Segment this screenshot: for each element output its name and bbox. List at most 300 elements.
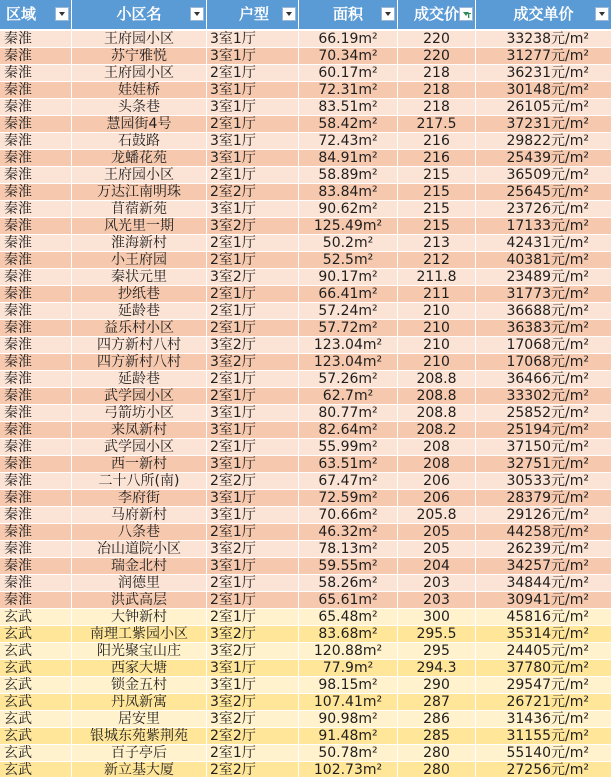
community-cell[interactable]: 李府街	[72, 490, 207, 506]
layout-cell[interactable]: 2室1厅	[207, 592, 299, 608]
community-cell[interactable]: 弓箭坊小区	[72, 405, 207, 421]
layout-cell[interactable]: 2室1厅	[207, 320, 299, 336]
price-cell[interactable]: 294.3	[398, 660, 476, 676]
district-cell[interactable]: 秦淮	[0, 439, 72, 455]
district-cell[interactable]: 秦淮	[0, 337, 72, 353]
district-cell[interactable]: 秦淮	[0, 388, 72, 404]
price-cell[interactable]: 212	[398, 252, 476, 268]
table-row[interactable]	[0, 405, 611, 422]
unit-price-cell[interactable]: 33238元/m²	[506, 31, 589, 47]
price-cell[interactable]: 203	[398, 575, 476, 591]
area-cell[interactable]: 63.51m²	[299, 456, 398, 472]
unit-price-cell[interactable]: 31773元/m²	[506, 286, 589, 302]
district-cell[interactable]: 秦淮	[0, 405, 72, 421]
layout-cell[interactable]: 3室2厅	[207, 711, 299, 727]
district-cell[interactable]: 秦淮	[0, 541, 72, 557]
unit-price-cell[interactable]: 29126元/m²	[506, 507, 589, 523]
unit-price-cell[interactable]: 25852元/m²	[506, 405, 589, 421]
table-row[interactable]	[0, 150, 611, 167]
area-cell[interactable]: 90.98m²	[299, 711, 398, 727]
community-cell[interactable]: 头条巷	[72, 99, 207, 115]
price-cell[interactable]: 211	[398, 286, 476, 302]
table-row[interactable]	[0, 558, 611, 575]
layout-cell[interactable]: 2室2厅	[207, 762, 299, 777]
price-cell[interactable]: 295	[398, 643, 476, 659]
unit-price-cell[interactable]: 24405元/m²	[506, 643, 589, 659]
area-cell[interactable]: 62.7m²	[299, 388, 398, 404]
district-cell[interactable]: 秦淮	[0, 524, 72, 540]
unit-price-cell[interactable]: 35314元/m²	[506, 626, 589, 642]
community-cell[interactable]: 丹凤新寓	[72, 694, 207, 710]
area-cell[interactable]: 78.13m²	[299, 541, 398, 557]
price-cell[interactable]: 208	[398, 439, 476, 455]
community-cell[interactable]: 苏宁雅悦	[72, 48, 207, 64]
table-row[interactable]	[0, 456, 611, 473]
area-cell[interactable]: 83.68m²	[299, 626, 398, 642]
unit-price-cell[interactable]: 44258元/m²	[506, 524, 589, 540]
table-row[interactable]	[0, 235, 611, 252]
community-cell[interactable]: 武学园小区	[72, 388, 207, 404]
district-cell[interactable]: 秦淮	[0, 592, 72, 608]
district-cell[interactable]: 秦淮	[0, 235, 72, 251]
table-row[interactable]	[0, 745, 611, 762]
area-cell[interactable]: 50.78m²	[299, 745, 398, 761]
filter-sort-active-icon[interactable]: T	[459, 7, 473, 21]
table-row[interactable]	[0, 65, 611, 82]
district-cell[interactable]: 玄武	[0, 694, 72, 710]
header-price[interactable]	[398, 0, 476, 29]
table-row[interactable]	[0, 48, 611, 65]
table-row[interactable]	[0, 99, 611, 116]
unit-price-cell[interactable]: 33302元/m²	[506, 388, 589, 404]
district-cell[interactable]: 秦淮	[0, 167, 72, 183]
layout-cell[interactable]: 3室1厅	[207, 82, 299, 98]
area-cell[interactable]: 58.42m²	[299, 116, 398, 132]
community-cell[interactable]: 百子亭后	[72, 745, 207, 761]
area-cell[interactable]: 46.32m²	[299, 524, 398, 540]
price-cell[interactable]: 210	[398, 303, 476, 319]
area-cell[interactable]: 55.99m²	[299, 439, 398, 455]
price-cell[interactable]: 210	[398, 337, 476, 353]
district-cell[interactable]: 秦淮	[0, 150, 72, 166]
price-cell[interactable]: 215	[398, 167, 476, 183]
unit-price-cell[interactable]: 36466元/m²	[506, 371, 589, 387]
area-cell[interactable]: 90.17m²	[299, 269, 398, 285]
district-cell[interactable]: 秦淮	[0, 65, 72, 81]
price-cell[interactable]: 217.5	[398, 116, 476, 132]
layout-cell[interactable]: 2室1厅	[207, 745, 299, 761]
layout-cell[interactable]: 3室1厅	[207, 150, 299, 166]
district-cell[interactable]: 秦淮	[0, 82, 72, 98]
layout-cell[interactable]: 2室1厅	[207, 303, 299, 319]
area-cell[interactable]: 84.91m²	[299, 150, 398, 166]
table-row[interactable]	[0, 116, 611, 133]
table-row[interactable]	[0, 354, 611, 371]
community-cell[interactable]: 阳光聚宝山庄	[72, 643, 207, 659]
price-cell[interactable]: 300	[398, 609, 476, 625]
price-cell[interactable]: 216	[398, 150, 476, 166]
area-cell[interactable]: 57.26m²	[299, 371, 398, 387]
area-cell[interactable]: 107.41m²	[299, 694, 398, 710]
price-cell[interactable]: 216	[398, 133, 476, 149]
community-cell[interactable]: 新立基大厦	[72, 762, 207, 777]
area-cell[interactable]: 120.88m²	[299, 643, 398, 659]
layout-cell[interactable]: 3室2厅	[207, 643, 299, 659]
table-row[interactable]	[0, 711, 611, 728]
layout-cell[interactable]: 3室1厅	[207, 422, 299, 438]
community-cell[interactable]: 慧园街4号	[72, 116, 207, 132]
area-cell[interactable]: 66.19m²	[299, 31, 398, 47]
table-row[interactable]	[0, 660, 611, 677]
district-cell[interactable]: 玄武	[0, 677, 72, 693]
district-cell[interactable]: 秦淮	[0, 201, 72, 217]
layout-cell[interactable]: 2室1厅	[207, 65, 299, 81]
unit-price-cell[interactable]: 37780元/m²	[506, 660, 589, 676]
unit-price-cell[interactable]: 25194元/m²	[506, 422, 589, 438]
unit-price-cell[interactable]: 31277元/m²	[506, 48, 589, 64]
district-cell[interactable]: 玄武	[0, 728, 72, 744]
price-cell[interactable]: 204	[398, 558, 476, 574]
area-cell[interactable]: 58.89m²	[299, 167, 398, 183]
table-row[interactable]	[0, 694, 611, 711]
district-cell[interactable]: 秦淮	[0, 48, 72, 64]
district-cell[interactable]: 秦淮	[0, 575, 72, 591]
district-cell[interactable]: 秦淮	[0, 252, 72, 268]
price-cell[interactable]: 205	[398, 541, 476, 557]
community-cell[interactable]: 大钟新村	[72, 609, 207, 625]
price-cell[interactable]: 206	[398, 490, 476, 506]
district-cell[interactable]: 玄武	[0, 643, 72, 659]
area-cell[interactable]: 67.47m²	[299, 473, 398, 489]
layout-cell[interactable]: 2室1厅	[207, 116, 299, 132]
table-row[interactable]	[0, 439, 611, 456]
district-cell[interactable]: 秦淮	[0, 558, 72, 574]
table-row[interactable]	[0, 269, 611, 286]
filter-dropdown-icon[interactable]	[190, 7, 204, 21]
price-cell[interactable]: 280	[398, 762, 476, 777]
price-cell[interactable]: 206	[398, 473, 476, 489]
header-unit-price[interactable]	[476, 0, 611, 29]
district-cell[interactable]: 秦淮	[0, 99, 72, 115]
unit-price-cell[interactable]: 17068元/m²	[506, 337, 589, 353]
layout-cell[interactable]: 2室1厅	[207, 575, 299, 591]
price-cell[interactable]: 205.8	[398, 507, 476, 523]
unit-price-cell[interactable]: 36231元/m²	[506, 65, 589, 81]
community-cell[interactable]: 小王府园	[72, 252, 207, 268]
district-cell[interactable]: 秦淮	[0, 303, 72, 319]
table-row[interactable]	[0, 31, 611, 48]
unit-price-cell[interactable]: 36383元/m²	[506, 320, 589, 336]
district-cell[interactable]: 玄武	[0, 745, 72, 761]
district-cell[interactable]: 秦淮	[0, 456, 72, 472]
price-cell[interactable]: 215	[398, 201, 476, 217]
unit-price-cell[interactable]: 55140元/m²	[506, 745, 589, 761]
area-cell[interactable]: 83.84m²	[299, 184, 398, 200]
district-cell[interactable]: 秦淮	[0, 286, 72, 302]
table-row[interactable]	[0, 643, 611, 660]
area-cell[interactable]: 123.04m²	[299, 354, 398, 370]
unit-price-cell[interactable]: 30148元/m²	[506, 82, 589, 98]
community-cell[interactable]: 冶山道院小区	[72, 541, 207, 557]
unit-price-cell[interactable]: 32751元/m²	[506, 456, 589, 472]
community-cell[interactable]: 四方新村八村	[72, 337, 207, 353]
area-cell[interactable]: 82.64m²	[299, 422, 398, 438]
price-cell[interactable]: 218	[398, 65, 476, 81]
price-cell[interactable]: 280	[398, 745, 476, 761]
unit-price-cell[interactable]: 29547元/m²	[506, 677, 589, 693]
community-cell[interactable]: 来凤新村	[72, 422, 207, 438]
filter-dropdown-icon[interactable]	[595, 7, 609, 21]
layout-cell[interactable]: 3室1厅	[207, 507, 299, 523]
unit-price-cell[interactable]: 36688元/m²	[506, 303, 589, 319]
community-cell[interactable]: 延龄巷	[72, 371, 207, 387]
area-cell[interactable]: 60.17m²	[299, 65, 398, 81]
table-row[interactable]	[0, 490, 611, 507]
price-cell[interactable]: 218	[398, 82, 476, 98]
area-cell[interactable]: 66.41m²	[299, 286, 398, 302]
layout-cell[interactable]: 2室1厅	[207, 609, 299, 625]
unit-price-cell[interactable]: 17133元/m²	[506, 218, 589, 234]
table-row[interactable]	[0, 133, 611, 150]
community-cell[interactable]: 苜蓿新苑	[72, 201, 207, 217]
district-cell[interactable]: 秦淮	[0, 116, 72, 132]
area-cell[interactable]: 98.15m²	[299, 677, 398, 693]
community-cell[interactable]: 南理工紫园小区	[72, 626, 207, 642]
area-cell[interactable]: 59.55m²	[299, 558, 398, 574]
community-cell[interactable]: 王府园小区	[72, 167, 207, 183]
unit-price-cell[interactable]: 31155元/m²	[506, 728, 589, 744]
table-row[interactable]	[0, 371, 611, 388]
area-cell[interactable]: 70.66m²	[299, 507, 398, 523]
filter-dropdown-icon[interactable]	[381, 7, 395, 21]
district-cell[interactable]: 玄武	[0, 626, 72, 642]
price-cell[interactable]: 213	[398, 235, 476, 251]
filter-dropdown-icon[interactable]	[282, 7, 296, 21]
community-cell[interactable]: 居安里	[72, 711, 207, 727]
layout-cell[interactable]: 3室1厅	[207, 48, 299, 64]
unit-price-cell[interactable]: 23489元/m²	[506, 269, 589, 285]
layout-cell[interactable]: 3室1厅	[207, 133, 299, 149]
table-row[interactable]	[0, 626, 611, 643]
header-area[interactable]	[299, 0, 398, 29]
table-row[interactable]	[0, 320, 611, 337]
district-cell[interactable]: 秦淮	[0, 371, 72, 387]
unit-price-cell[interactable]: 29822元/m²	[506, 133, 589, 149]
layout-cell[interactable]: 3室1厅	[207, 660, 299, 676]
district-cell[interactable]: 玄武	[0, 711, 72, 727]
table-row[interactable]	[0, 609, 611, 626]
unit-price-cell[interactable]: 45816元/m²	[506, 609, 589, 625]
community-cell[interactable]: 武学园小区	[72, 439, 207, 455]
unit-price-cell[interactable]: 27256元/m²	[506, 762, 589, 777]
community-cell[interactable]: 万达江南明珠	[72, 184, 207, 200]
unit-price-cell[interactable]: 25439元/m²	[506, 150, 589, 166]
unit-price-cell[interactable]: 17068元/m²	[506, 354, 589, 370]
price-cell[interactable]: 210	[398, 320, 476, 336]
layout-cell[interactable]: 2室1厅	[207, 252, 299, 268]
table-row[interactable]	[0, 507, 611, 524]
price-cell[interactable]: 208.2	[398, 422, 476, 438]
price-cell[interactable]: 208.8	[398, 371, 476, 387]
layout-cell[interactable]: 2室1厅	[207, 524, 299, 540]
area-cell[interactable]: 80.77m²	[299, 405, 398, 421]
district-cell[interactable]: 秦淮	[0, 31, 72, 47]
layout-cell[interactable]: 3室1厅	[207, 558, 299, 574]
layout-cell[interactable]: 2室1厅	[207, 167, 299, 183]
price-cell[interactable]: 215	[398, 184, 476, 200]
area-cell[interactable]: 50.2m²	[299, 235, 398, 251]
district-cell[interactable]: 玄武	[0, 609, 72, 625]
layout-cell[interactable]: 3室2厅	[207, 626, 299, 642]
table-row[interactable]	[0, 592, 611, 609]
unit-price-cell[interactable]: 30533元/m²	[506, 473, 589, 489]
price-cell[interactable]: 208.8	[398, 405, 476, 421]
community-cell[interactable]: 王府园小区	[72, 31, 207, 47]
price-cell[interactable]: 286	[398, 711, 476, 727]
price-cell[interactable]: 211.8	[398, 269, 476, 285]
area-cell[interactable]: 125.49m²	[299, 218, 398, 234]
table-row[interactable]	[0, 286, 611, 303]
layout-cell[interactable]: 3室1厅	[207, 201, 299, 217]
layout-cell[interactable]: 2室1厅	[207, 235, 299, 251]
area-cell[interactable]: 65.48m²	[299, 609, 398, 625]
district-cell[interactable]: 秦淮	[0, 354, 72, 370]
table-row[interactable]	[0, 303, 611, 320]
area-cell[interactable]: 52.5m²	[299, 252, 398, 268]
district-cell[interactable]: 秦淮	[0, 320, 72, 336]
area-cell[interactable]: 72.31m²	[299, 82, 398, 98]
community-cell[interactable]: 瑞金北村	[72, 558, 207, 574]
layout-cell[interactable]: 3室2厅	[207, 269, 299, 285]
unit-price-cell[interactable]: 26239元/m²	[506, 541, 589, 557]
price-cell[interactable]: 215	[398, 218, 476, 234]
community-cell[interactable]: 润德里	[72, 575, 207, 591]
district-cell[interactable]: 秦淮	[0, 473, 72, 489]
table-row[interactable]	[0, 201, 611, 218]
community-cell[interactable]: 延龄巷	[72, 303, 207, 319]
price-cell[interactable]: 290	[398, 677, 476, 693]
community-cell[interactable]: 锁金五村	[72, 677, 207, 693]
price-cell[interactable]: 220	[398, 31, 476, 47]
table-row[interactable]	[0, 728, 611, 745]
community-cell[interactable]: 四方新村八村	[72, 354, 207, 370]
area-cell[interactable]: 77.9m²	[299, 660, 398, 676]
layout-cell[interactable]: 3室1厅	[207, 490, 299, 506]
layout-cell[interactable]: 3室1厅	[207, 456, 299, 472]
price-cell[interactable]: 208	[398, 456, 476, 472]
area-cell[interactable]: 57.24m²	[299, 303, 398, 319]
price-cell[interactable]: 210	[398, 354, 476, 370]
unit-price-cell[interactable]: 31436元/m²	[506, 711, 589, 727]
table-row[interactable]	[0, 422, 611, 439]
area-cell[interactable]: 65.61m²	[299, 592, 398, 608]
community-cell[interactable]: 王府园小区	[72, 65, 207, 81]
district-cell[interactable]: 秦淮	[0, 490, 72, 506]
price-cell[interactable]: 295.5	[398, 626, 476, 642]
unit-price-cell[interactable]: 34257元/m²	[506, 558, 589, 574]
header-community[interactable]	[72, 0, 207, 29]
price-cell[interactable]: 218	[398, 99, 476, 115]
community-cell[interactable]: 马府新村	[72, 507, 207, 523]
table-row[interactable]	[0, 541, 611, 558]
table-row[interactable]	[0, 762, 611, 777]
layout-cell[interactable]: 3室1厅	[207, 677, 299, 693]
district-cell[interactable]: 玄武	[0, 660, 72, 676]
area-cell[interactable]: 83.51m²	[299, 99, 398, 115]
district-cell[interactable]: 秦淮	[0, 184, 72, 200]
community-cell[interactable]: 娃娃桥	[72, 82, 207, 98]
table-row[interactable]	[0, 337, 611, 354]
table-row[interactable]	[0, 184, 611, 201]
district-cell[interactable]: 秦淮	[0, 269, 72, 285]
area-cell[interactable]: 70.34m²	[299, 48, 398, 64]
price-cell[interactable]: 285	[398, 728, 476, 744]
area-cell[interactable]: 58.26m²	[299, 575, 398, 591]
table-row[interactable]	[0, 473, 611, 490]
unit-price-cell[interactable]: 42431元/m²	[506, 235, 589, 251]
unit-price-cell[interactable]: 34844元/m²	[506, 575, 589, 591]
district-cell[interactable]: 秦淮	[0, 218, 72, 234]
table-row[interactable]	[0, 252, 611, 269]
layout-cell[interactable]: 2室1厅	[207, 286, 299, 302]
header-district[interactable]	[0, 0, 72, 29]
price-cell[interactable]: 203	[398, 592, 476, 608]
unit-price-cell[interactable]: 36509元/m²	[506, 167, 589, 183]
unit-price-cell[interactable]: 26105元/m²	[506, 99, 589, 115]
unit-price-cell[interactable]: 26721元/m²	[506, 694, 589, 710]
community-cell[interactable]: 淮海新村	[72, 235, 207, 251]
area-cell[interactable]: 72.59m²	[299, 490, 398, 506]
filter-dropdown-icon[interactable]	[55, 7, 69, 21]
table-row[interactable]	[0, 167, 611, 184]
unit-price-cell[interactable]: 30941元/m²	[506, 592, 589, 608]
layout-cell[interactable]: 2室1厅	[207, 439, 299, 455]
unit-price-cell[interactable]: 37231元/m²	[506, 116, 589, 132]
unit-price-cell[interactable]: 25645元/m²	[506, 184, 589, 200]
table-row[interactable]	[0, 218, 611, 235]
district-cell[interactable]: 秦淮	[0, 422, 72, 438]
layout-cell[interactable]: 3室1厅	[207, 405, 299, 421]
layout-cell[interactable]: 3室2厅	[207, 541, 299, 557]
layout-cell[interactable]: 3室2厅	[207, 354, 299, 370]
community-cell[interactable]: 西家大塘	[72, 660, 207, 676]
area-cell[interactable]: 72.43m²	[299, 133, 398, 149]
unit-price-cell[interactable]: 40381元/m²	[506, 252, 589, 268]
layout-cell[interactable]: 3室1厅	[207, 99, 299, 115]
unit-price-cell[interactable]: 28379元/m²	[506, 490, 589, 506]
layout-cell[interactable]: 2室2厅	[207, 728, 299, 744]
table-row[interactable]	[0, 524, 611, 541]
table-row[interactable]	[0, 82, 611, 99]
price-cell[interactable]: 287	[398, 694, 476, 710]
community-cell[interactable]: 龙蟠花苑	[72, 150, 207, 166]
header-layout[interactable]	[207, 0, 299, 29]
area-cell[interactable]: 123.04m²	[299, 337, 398, 353]
price-cell[interactable]: 208.8	[398, 388, 476, 404]
area-cell[interactable]: 57.72m²	[299, 320, 398, 336]
area-cell[interactable]: 90.62m²	[299, 201, 398, 217]
community-cell[interactable]: 二十八所(南)	[72, 473, 207, 489]
layout-cell[interactable]: 3室2厅	[207, 218, 299, 234]
layout-cell[interactable]: 3室1厅	[207, 31, 299, 47]
community-cell[interactable]: 益乐村小区	[72, 320, 207, 336]
table-row[interactable]	[0, 388, 611, 405]
price-cell[interactable]: 220	[398, 48, 476, 64]
community-cell[interactable]: 西一新村	[72, 456, 207, 472]
layout-cell[interactable]: 2室1厅	[207, 388, 299, 404]
layout-cell[interactable]: 2室2厅	[207, 473, 299, 489]
area-cell[interactable]: 91.48m²	[299, 728, 398, 744]
